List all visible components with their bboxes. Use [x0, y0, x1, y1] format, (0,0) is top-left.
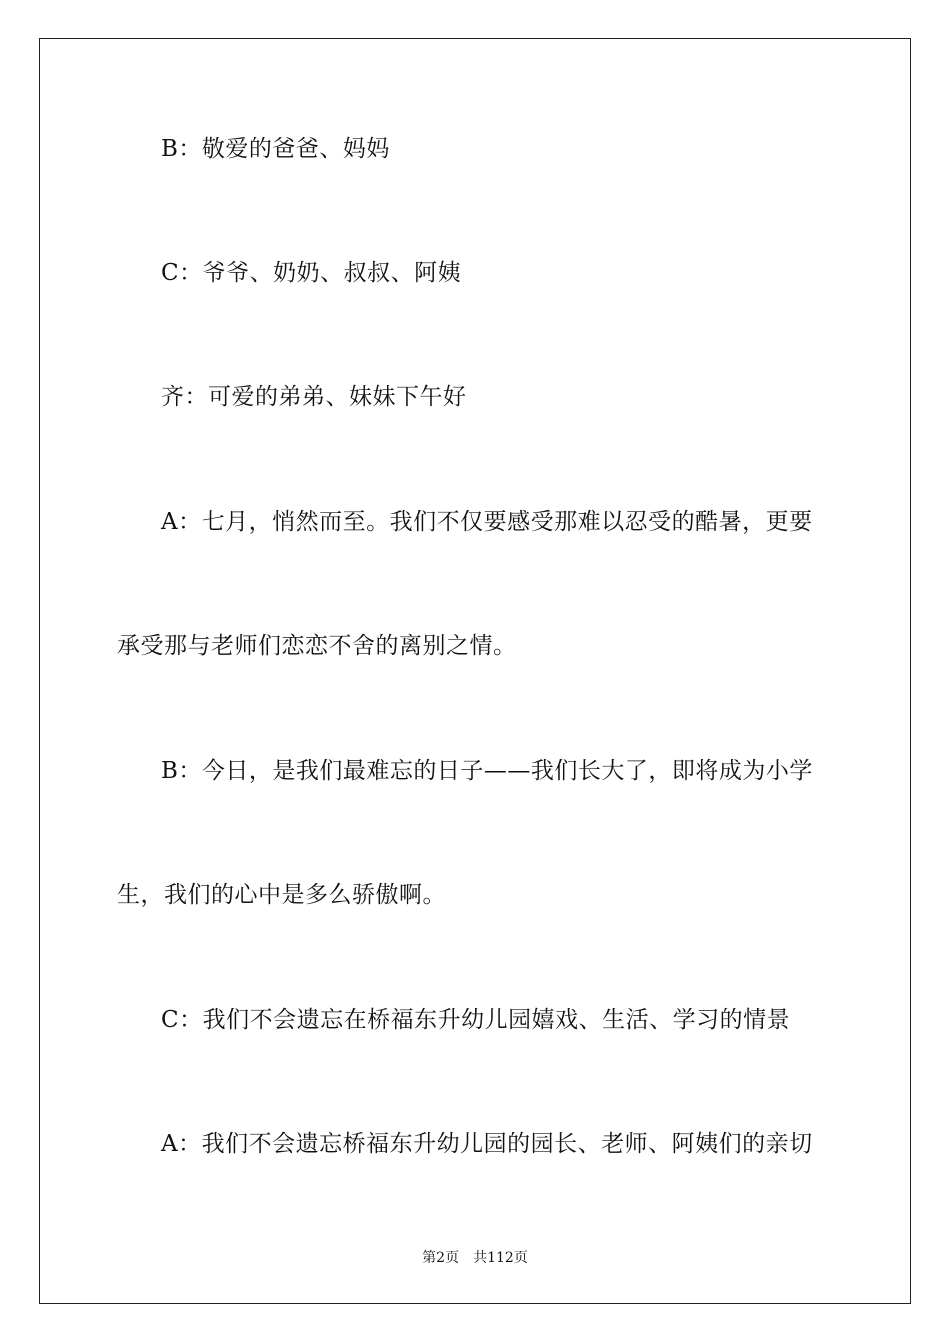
page-number: 第2页 [422, 1250, 460, 1266]
text-line: C：爷爷、奶奶、叔叔、阿姨 [161, 260, 462, 286]
page-footer [0, 1247, 950, 1267]
page-border [39, 38, 911, 1304]
text-line: A：七月，悄然而至。我们不仅要感受那难以忍受的酷暑，更要 [161, 509, 813, 535]
text-line: C：我们不会遗忘在桥福东升幼儿园嬉戏、生活、学习的情景 [161, 1007, 791, 1033]
text-line: 齐：可爱的弟弟、妹妹下午好 [161, 384, 467, 410]
text-line: 生，我们的心中是多么骄傲啊。 [117, 882, 446, 908]
text-line: A：我们不会遗忘桥福东升幼儿园的园长、老师、阿姨们的亲切 [161, 1131, 813, 1157]
page-total: 共112页 [473, 1250, 528, 1266]
text-line: B：今日，是我们最难忘的日子——我们长大了，即将成为小学 [161, 758, 813, 784]
text-line: 承受那与老师们恋恋不舍的离别之情。 [117, 633, 517, 659]
text-line: B：敬爱的爸爸、妈妈 [161, 136, 390, 162]
